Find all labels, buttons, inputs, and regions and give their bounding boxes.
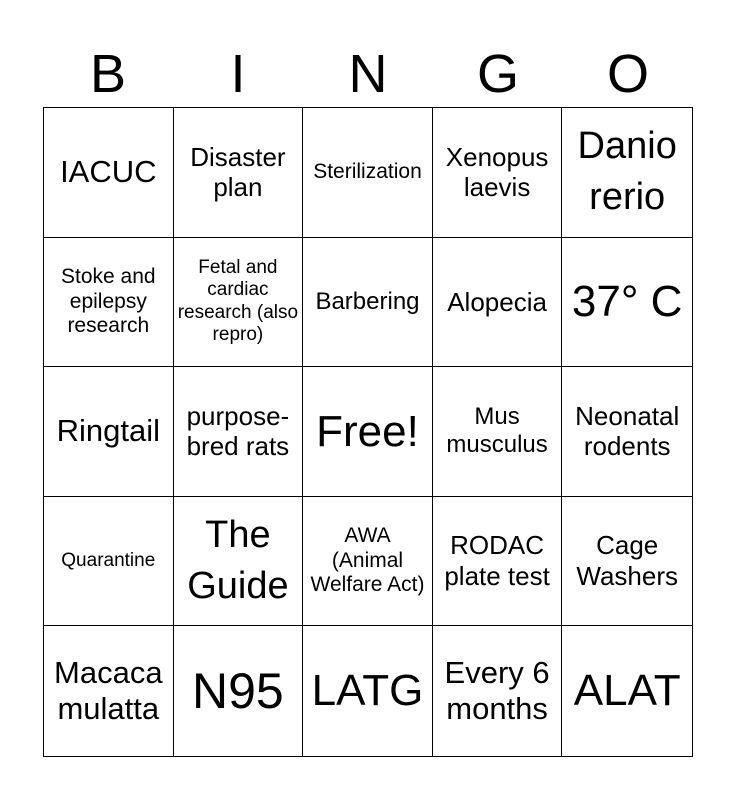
- bingo-cell-r5c5[interactable]: [562, 626, 692, 756]
- cell-text: 37° C: [571, 276, 683, 326]
- bingo-cell-r1c3[interactable]: [303, 108, 433, 238]
- bingo-cell-r5c2[interactable]: [174, 626, 304, 756]
- bingo-cell-r4c3[interactable]: [303, 497, 433, 627]
- cell-text: N95: [192, 662, 284, 719]
- bingo-cell-r2c3[interactable]: [303, 238, 433, 368]
- bingo-board: [43, 107, 693, 757]
- cell-text: RODAC plate test: [444, 530, 550, 592]
- header-letter-o: O: [606, 44, 649, 104]
- bingo-cell-r5c3[interactable]: [303, 626, 433, 756]
- bingo-cell-r4c5[interactable]: [562, 497, 692, 627]
- cell-text: Neonatal rodents: [575, 400, 680, 462]
- cell-text: Macaca mulatta: [54, 654, 163, 727]
- header-letter-i: I: [230, 44, 246, 104]
- cell-text: LATG: [311, 666, 424, 716]
- bingo-cell-r3c1[interactable]: [44, 367, 174, 497]
- cell-text: AWA (Animal Welfare Act): [310, 523, 425, 597]
- cell-text: purpose-bred rats: [186, 400, 290, 462]
- bingo-cell-r1c5[interactable]: [562, 108, 692, 238]
- bingo-cell-r1c2[interactable]: [174, 108, 304, 238]
- cell-text: Fetal and cardiac research (also repro): [177, 257, 299, 346]
- bingo-cell-r5c1[interactable]: [44, 626, 174, 756]
- cell-text: Mus musculus: [446, 403, 548, 459]
- bingo-cell-r3c5[interactable]: [562, 367, 692, 497]
- header-letter-n: N: [348, 44, 388, 104]
- bingo-cell-r1c4[interactable]: [433, 108, 563, 238]
- bingo-cell-r3c2[interactable]: [174, 367, 304, 497]
- bingo-cell-free[interactable]: [303, 367, 433, 497]
- bingo-cell-r2c4[interactable]: [433, 238, 563, 368]
- cell-text: Every 6 months: [444, 654, 550, 727]
- cell-text: Cage Washers: [576, 530, 678, 592]
- cell-text: ALAT: [573, 666, 681, 716]
- bingo-cell-r5c4[interactable]: [433, 626, 563, 756]
- header-letter-g: G: [476, 44, 519, 104]
- bingo-cell-r4c2[interactable]: [174, 497, 304, 627]
- cell-text: Danio rerio: [577, 125, 677, 219]
- free-space-text: Free!: [316, 406, 419, 456]
- cell-text: Stoke and epilepsy research: [61, 264, 156, 338]
- cell-text: Barbering: [315, 287, 420, 315]
- bingo-cell-r1c1[interactable]: [44, 108, 174, 238]
- bingo-cell-r3c4[interactable]: [433, 367, 563, 497]
- cell-text: Sterilization: [313, 159, 422, 183]
- cell-text: Xenopus laevis: [445, 141, 549, 203]
- bingo-cell-r2c1[interactable]: [44, 238, 174, 368]
- cell-text: Disaster plan: [190, 141, 286, 203]
- cell-text: Alopecia: [447, 286, 547, 317]
- cell-text: The Guide: [187, 513, 289, 608]
- bingo-cell-r2c5[interactable]: [562, 238, 692, 368]
- bingo-cell-r2c2[interactable]: [174, 238, 304, 368]
- cell-text: Quarantine: [61, 549, 156, 571]
- bingo-cell-r4c1[interactable]: [44, 497, 174, 627]
- cell-text: Ringtail: [56, 413, 160, 449]
- cell-text: IACUC: [60, 154, 157, 189]
- header-letter-b: B: [89, 44, 127, 104]
- bingo-cell-r4c4[interactable]: [433, 497, 563, 627]
- bingo-header: [43, 42, 693, 106]
